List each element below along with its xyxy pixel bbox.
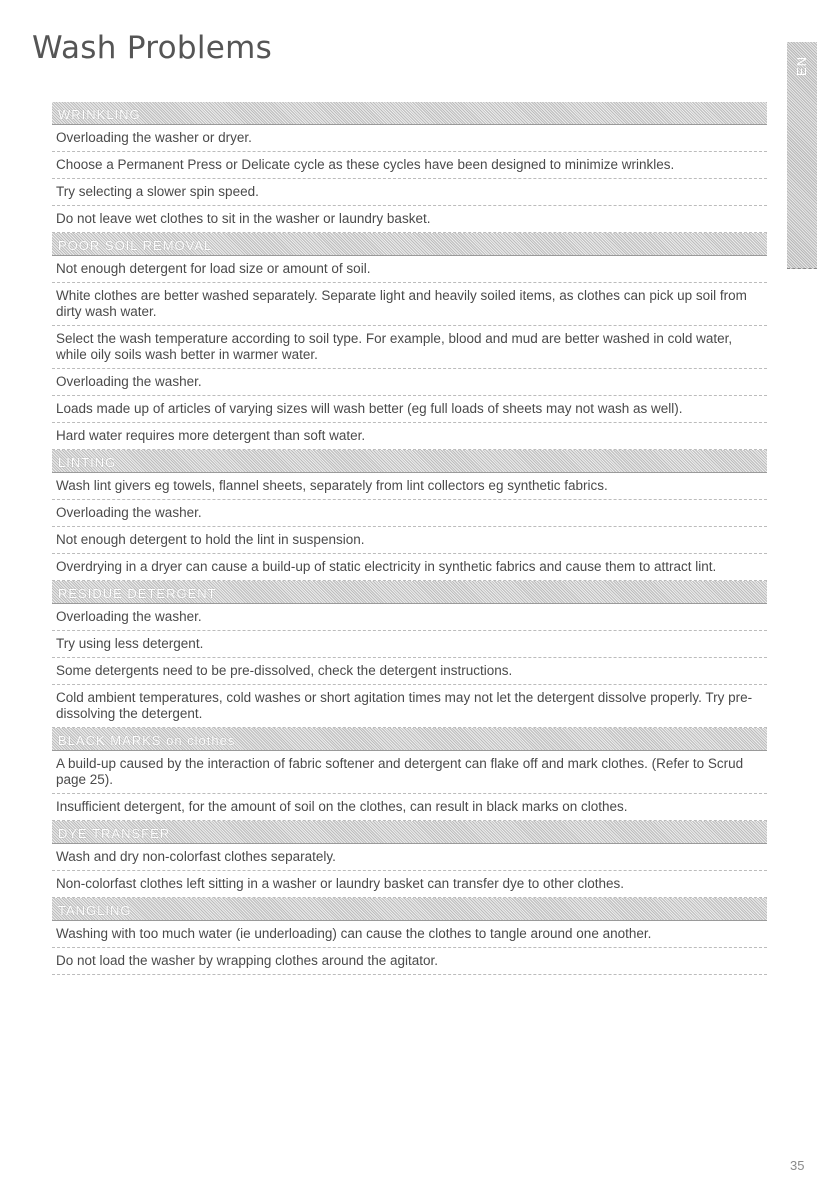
section-wrinkling — [52, 102, 767, 233]
section-residue-detergent — [52, 581, 767, 728]
language-tab-label: EN — [794, 56, 809, 77]
page-title: Wash Problems — [32, 30, 273, 66]
list-item: Do not leave wet clothes to sit in the washer or laundry basket. — [52, 206, 767, 233]
list-item: White clothes are better washed separately. Separate light and heavily soiled items, as clothes can pick up soil from dirty wash water. — [52, 283, 767, 326]
section-header: TANGLING — [52, 898, 767, 921]
list-item: Do not load the washer by wrapping clothes around the agitator. — [52, 948, 767, 975]
language-tab — [787, 42, 817, 269]
list-item: Loads made up of articles of varying sizes will wash better (eg full loads of sheets may not wash as well). — [52, 396, 767, 423]
list-item: Try selecting a slower spin speed. — [52, 179, 767, 206]
list-item: Try using less detergent. — [52, 631, 767, 658]
list-item: Insufficient detergent, for the amount of soil on the clothes, can result in black marks on clothes. — [52, 794, 767, 821]
list-item: Not enough detergent for load size or amount of soil. — [52, 256, 767, 283]
section-header: POOR SOIL REMOVAL — [52, 233, 767, 256]
section-header: BLACK MARKS on clothes — [52, 728, 767, 751]
section-header: LINTING — [52, 450, 767, 473]
page-number: 35 — [790, 1158, 805, 1173]
list-item: Non-colorfast clothes left sitting in a washer or laundry basket can transfer dye to other clothes. — [52, 871, 767, 898]
list-item: A build-up caused by the interaction of fabric softener and detergent can flake off and mark clothes. (Refer to Scrud page 25). — [52, 751, 767, 794]
list-item: Washing with too much water (ie underloading) can cause the clothes to tangle around one another. — [52, 921, 767, 948]
list-item: Some detergents need to be pre-dissolved, check the detergent instructions. — [52, 658, 767, 685]
section-header: DYE TRANSFER — [52, 821, 767, 844]
list-item: Wash lint givers eg towels, flannel sheets, separately from lint collectors eg synthetic fabrics. — [52, 473, 767, 500]
list-item: Not enough detergent to hold the lint in suspension. — [52, 527, 767, 554]
section-poor-soil-removal — [52, 233, 767, 450]
list-item: Overloading the washer. — [52, 500, 767, 527]
list-item: Overdrying in a dryer can cause a build-up of static electricity in synthetic fabrics and cause them to attract lint. — [52, 554, 767, 581]
list-item: Wash and dry non-colorfast clothes separately. — [52, 844, 767, 871]
list-item: Cold ambient temperatures, cold washes or short agitation times may not let the detergent dissolve properly. Try pre-dissolving the detergent. — [52, 685, 767, 728]
list-item: Overloading the washer. — [52, 369, 767, 396]
section-header: RESIDUE DETERGENT — [52, 581, 767, 604]
list-item: Select the wash temperature according to soil type. For example, blood and mud are better washed in cold water, while oily soils wash better in warmer water. — [52, 326, 767, 369]
section-tangling — [52, 898, 767, 975]
list-item: Hard water requires more detergent than soft water. — [52, 423, 767, 450]
section-header: WRINKLING — [52, 102, 767, 125]
list-item: Overloading the washer. — [52, 604, 767, 631]
section-linting — [52, 450, 767, 581]
list-item: Overloading the washer or dryer. — [52, 125, 767, 152]
section-dye-transfer — [52, 821, 767, 898]
list-item: Choose a Permanent Press or Delicate cycle as these cycles have been designed to minimize wrinkles. — [52, 152, 767, 179]
section-black-marks — [52, 728, 767, 821]
troubleshooting-table — [52, 102, 767, 975]
